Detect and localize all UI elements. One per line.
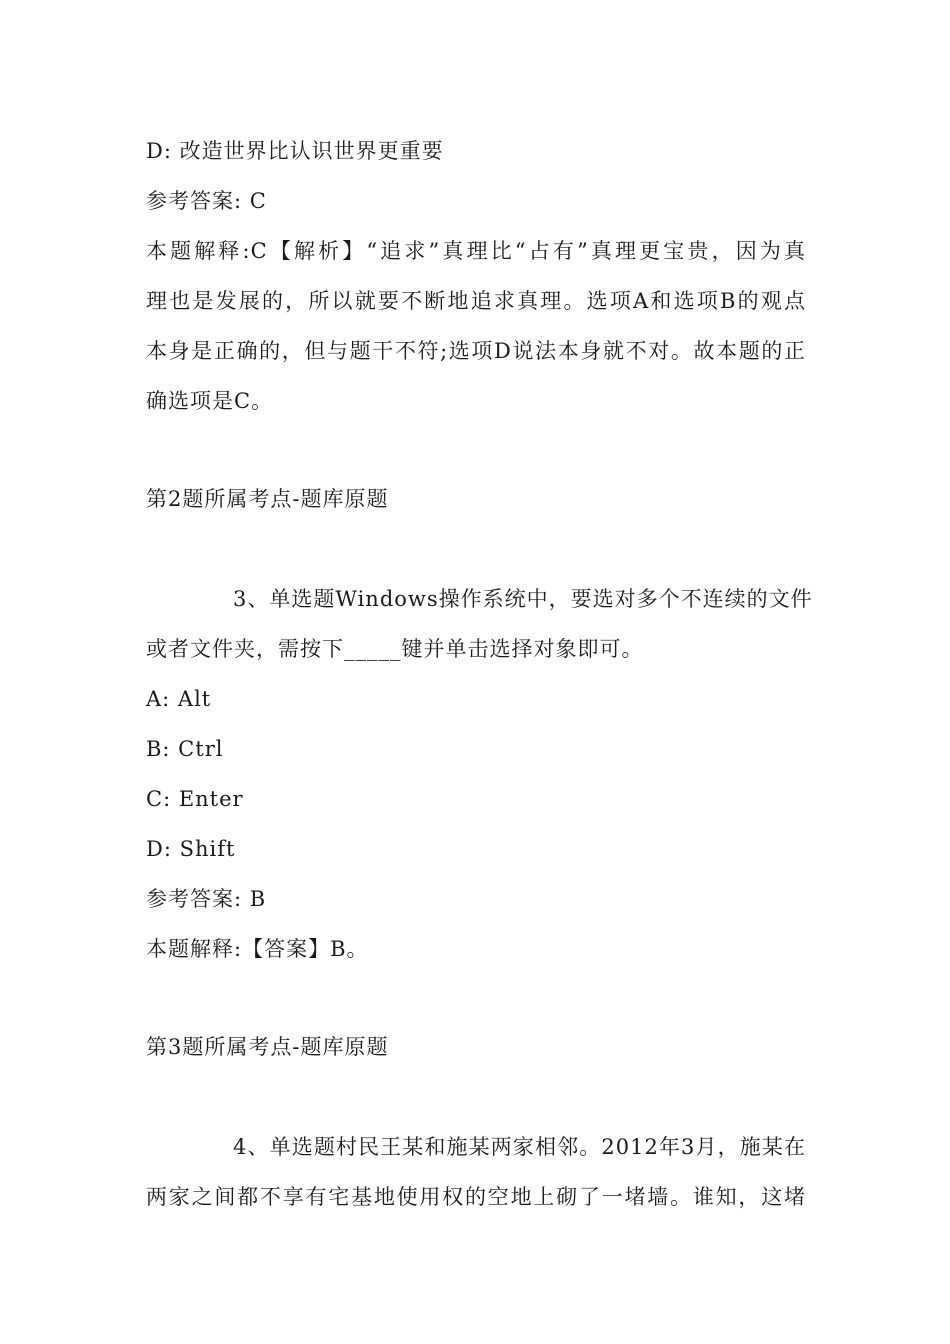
q3-option-a: A: Alt <box>146 687 212 711</box>
q1-explanation-line-2: 理也是发展的，所以就要不断地追求真理。选项A和选项B的观点 <box>146 289 806 313</box>
q4-question-line-1: 4、单选题村民王某和施某两家相邻。2012年3月，施某在 <box>233 1135 806 1159</box>
q3-question-line-2: 或者文件夹，需按下_____键并单击选择对象即可。 <box>146 637 644 661</box>
q1-explanation-line-4: 确选项是C。 <box>146 389 274 413</box>
q4-question-line-2: 两家之间都不享有宅基地使用权的空地上砌了一堵墙。谁知，这堵 <box>146 1185 806 1209</box>
q3-explanation: 本题解释:【答案】B。 <box>146 937 369 961</box>
q3-option-c: C: Enter <box>146 787 244 811</box>
q3-topic-heading: 第3题所属考点-题库原题 <box>146 1035 389 1059</box>
q1-option-d: D: 改造世界比认识世界更重要 <box>146 139 444 163</box>
q3-option-b: B: Ctrl <box>146 737 224 761</box>
q2-topic-heading: 第2题所属考点-题库原题 <box>146 487 389 511</box>
q1-explanation-line-1: 本题解释:C【解析】“追求”真理比“占有”真理更宝贵，因为真 <box>146 239 806 263</box>
q3-option-d: D: Shift <box>146 837 236 861</box>
q1-explanation-line-3: 本身是正确的，但与题干不符;选项D说法本身就不对。故本题的正 <box>146 339 806 363</box>
q3-question-line-1: 3、单选题Windows操作系统中，要选对多个不连续的文件 <box>233 587 813 611</box>
q1-answer: 参考答案: C <box>146 189 267 213</box>
q3-answer: 参考答案: B <box>146 887 267 911</box>
